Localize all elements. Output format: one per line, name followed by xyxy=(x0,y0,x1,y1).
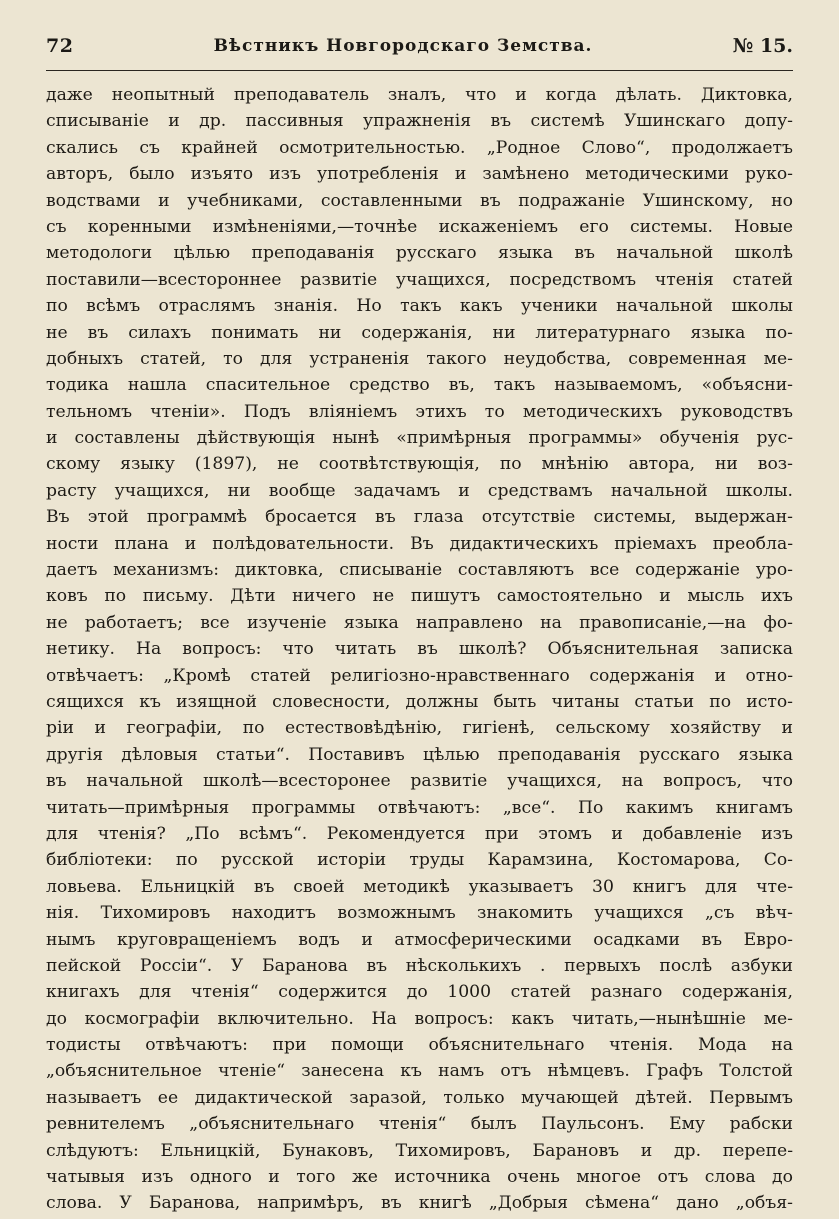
text-line: книгахъ для чтенія“ содержится до 1000 статей разнаго содержанія, xyxy=(46,982,793,1003)
text-line: ловьева. Ельницкій въ своей методикѣ указываетъ 30 книгъ для чте- xyxy=(46,876,793,897)
text-line: называетъ ее дидактической заразой, только мучающей дѣтей. Первымъ xyxy=(46,1087,793,1108)
text-line: ревнителемъ „объяснительнаго чтенія“ былъ Паульсонъ. Ему рабски xyxy=(46,1114,793,1135)
text-line: даже неопытный преподаватель зналъ, что и когда дѣлать. Диктовка, xyxy=(46,85,793,105)
text-line: даетъ механизмъ: диктовка, списываніе составляютъ все содержаніе уро- xyxy=(46,560,793,581)
running-title: Вѣстникъ Новгородскаго Земства. xyxy=(213,36,593,56)
text-line: съ коренными измѣненіями,—точнѣе искаженіемъ его системы. Новые xyxy=(46,216,793,237)
issue-number: № 15. xyxy=(732,35,793,57)
text-line: и составлены дѣйствующія нынѣ «примѣрныя программы» обученія рус- xyxy=(46,428,793,449)
text-line: расту учащихся, ни вообще задачамъ и средствамъ начальной школы. xyxy=(46,480,793,501)
text-line: нымъ круговращеніемъ водъ и атмосферическими осадками въ Евро- xyxy=(46,929,793,950)
text-line: ковъ по письму. Дѣти ничего не пишутъ самостоятельно и мысль ихъ xyxy=(46,586,793,607)
text-line: Въ этой программѣ бросается въ глаза отсутствіе системы, выдержан- xyxy=(46,507,793,528)
text-line: читать—примѣрныя программы отвѣчаютъ: „все“. По какимъ книгамъ xyxy=(46,797,793,818)
header-rule xyxy=(46,70,793,71)
text-line: скались съ крайней осмотрительностью. „Родное Слово“, продолжаетъ xyxy=(46,137,793,158)
text-line: тодика нашла спасительное средство въ, такъ называемомъ, «объясни- xyxy=(46,375,793,396)
text-line: авторъ, было изъято изъ употребленія и замѣнено методическими руко- xyxy=(46,164,793,185)
text-line: библіотеки: по русской исторіи труды Карамзина, Костомарова, Со- xyxy=(46,850,793,871)
text-line: не въ силахъ понимать ни содержанія, ни литературнаго языка по- xyxy=(46,322,793,343)
body-text xyxy=(46,82,793,1217)
text-line: скому языку (1897), не соотвѣтствующія, по мнѣнію автора, ни воз- xyxy=(46,454,793,475)
page-header xyxy=(46,26,793,66)
text-line: ности плана и полѣдовательности. Въ дидактическихъ пріемахъ преобла- xyxy=(46,533,793,554)
text-line: тельномъ чтеніи». Подъ вліяніемъ этихъ то методическихъ руководствъ xyxy=(46,401,793,422)
text-line: слѣдуютъ: Ельницкій, Бунаковъ, Тихомировъ, Барановъ и др. перепе- xyxy=(46,1140,793,1161)
text-line: нія. Тихомировъ находитъ возможнымъ знакомить учащихся „съ вѣч- xyxy=(46,903,793,924)
text-line: списываніе и др. пассивныя упражненія въ системѣ Ушинскаго допу- xyxy=(46,111,793,132)
text-line: по всѣмъ отраслямъ знанія. Но такъ какъ ученики начальной школы xyxy=(46,296,793,317)
text-line: отвѣчаетъ: „Кромѣ статей религіозно-нравственнаго содержанія и отно- xyxy=(46,665,793,686)
text-line: слова. У Баранова, напримѣръ, въ книгѣ „Добрыя сѣмена“ дано „объя- xyxy=(46,1193,793,1214)
text-line: другія дѣловыя статьи“. Поставивъ цѣлью преподаванія русскаго языка xyxy=(46,744,793,765)
text-line: методологи цѣлью преподаванія русскаго языка въ начальной школѣ xyxy=(46,243,793,264)
text-line: до космографіи включительно. На вопросъ: какъ читать,—нынѣшніе ме- xyxy=(46,1008,793,1029)
text-line: „объяснительное чтеніе“ занесена къ намъ отъ нѣмцевъ. Графъ Толстой xyxy=(46,1061,793,1082)
text-line: ріи и географіи, по естествовѣдѣнію, гигіенѣ, сельскому хозяйству и xyxy=(46,718,793,739)
text-line: сящихся къ изящной словесности, должны быть читаны статьи по исто- xyxy=(46,691,793,712)
text-line: тодисты отвѣчаютъ: при помощи объяснительнаго чтенія. Мода на xyxy=(46,1035,793,1056)
text-line: чатывыя изъ одного и того же источника очень многое отъ слова до xyxy=(46,1167,793,1188)
text-line: поставили—всестороннее развитіе учащихся, посредствомъ чтенія статей xyxy=(46,269,793,290)
text-line: не работаетъ; все изученіе языка направлено на правописаніе,—на фо- xyxy=(46,612,793,633)
page-number: 72 xyxy=(46,35,74,57)
text-line: добныхъ статей, то для устраненія такого неудобства, современная ме- xyxy=(46,348,793,369)
text-line: пейской Россіи“. У Баранова въ нѣсколькихъ . первыхъ послѣ азбуки xyxy=(46,955,793,976)
text-line: водствами и учебниками, составленными въ подражаніе Ушинскому, но xyxy=(46,190,793,211)
text-line: въ начальной школѣ—всесторонее развитіе учащихся, на вопросъ, что xyxy=(46,771,793,792)
text-line: нетику. На вопросъ: что читать въ школѣ? Объяснительная записка xyxy=(46,639,793,660)
text-line: для чтенія? „По всѣмъ“. Рекомендуется при этомъ и добавленіе изъ xyxy=(46,823,793,844)
